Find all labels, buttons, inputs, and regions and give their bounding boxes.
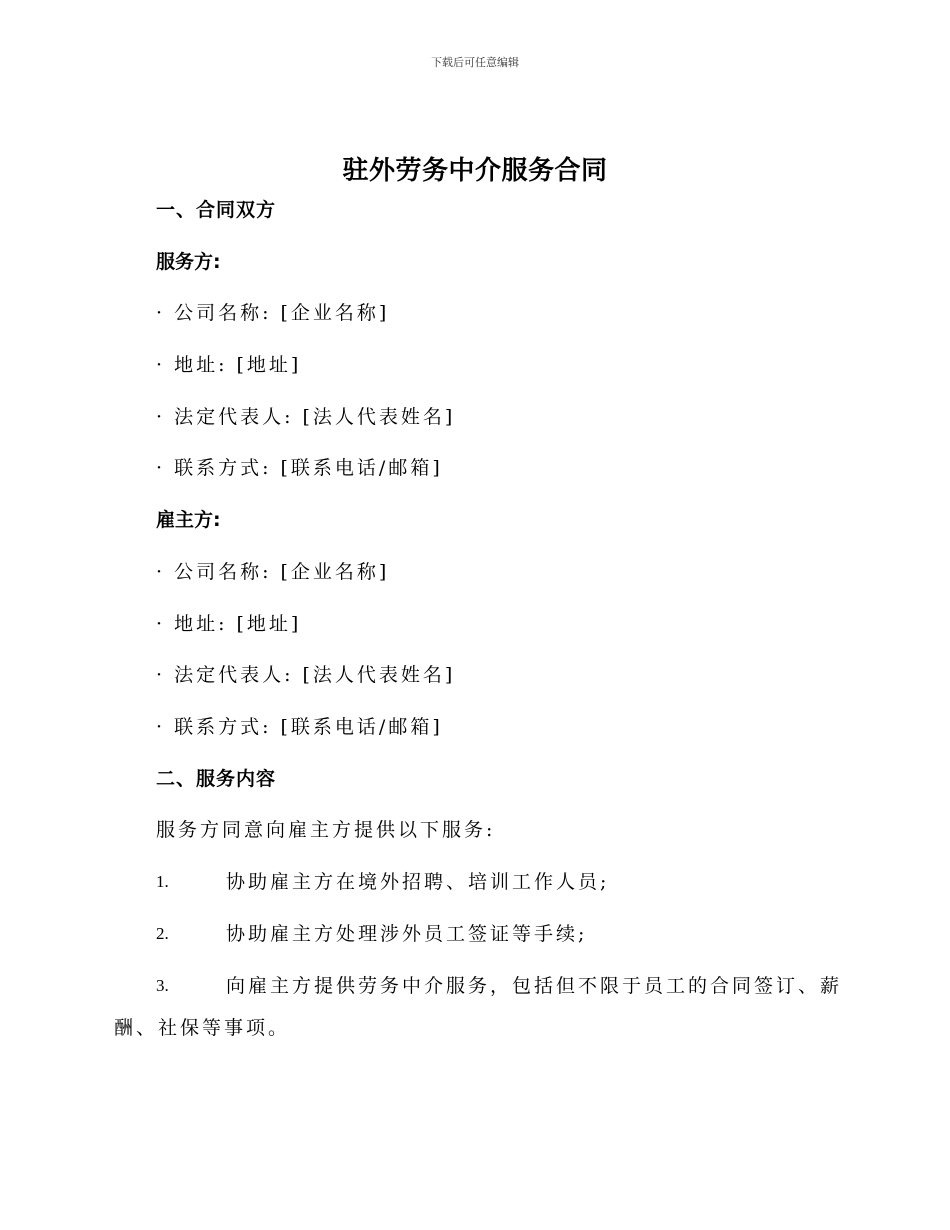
service-party-label: 服务方:: [156, 251, 221, 273]
employer-legal-rep: · 法定代表人: [法人代表姓名]: [156, 664, 456, 686]
service-item-2-text: 协助雇主方处理涉外员工签证等手续;: [226, 923, 588, 945]
service-item-2-number: 2.: [156, 924, 169, 943]
service-item-3-text: 向雇主方提供劳务中介服务，包括但不限于员工的合同签订、薪: [226, 975, 843, 997]
employer-address: · 地址: [地址]: [156, 613, 302, 635]
service-legal-rep: · 法定代表人: [法人代表姓名]: [156, 406, 456, 428]
service-contact: · 联系方式: [联系电话/邮箱]: [156, 457, 443, 479]
services-intro: 服务方同意向雇主方提供以下服务:: [156, 819, 496, 841]
service-company-name: · 公司名称: [企业名称]: [156, 302, 390, 324]
section-heading-services: 二、服务内容: [156, 768, 277, 790]
header-note: 下载后可任意编辑: [431, 56, 519, 69]
employer-company-name: · 公司名称: [企业名称]: [156, 561, 390, 583]
service-address: · 地址: [地址]: [156, 354, 302, 376]
document-title: 驻外劳务中介服务合同: [342, 156, 608, 186]
service-item-1-number: 1.: [156, 872, 169, 891]
service-item-3-continuation: 酬、社保等事项。: [114, 1017, 291, 1039]
service-item-1-text: 协助雇主方在境外招聘、培训工作人员;: [226, 871, 610, 893]
section-heading-parties: 一、合同双方: [156, 199, 277, 221]
employer-party-label: 雇主方:: [156, 509, 221, 531]
employer-contact: · 联系方式: [联系电话/邮箱]: [156, 716, 443, 738]
service-item-3-number: 3.: [156, 976, 169, 995]
